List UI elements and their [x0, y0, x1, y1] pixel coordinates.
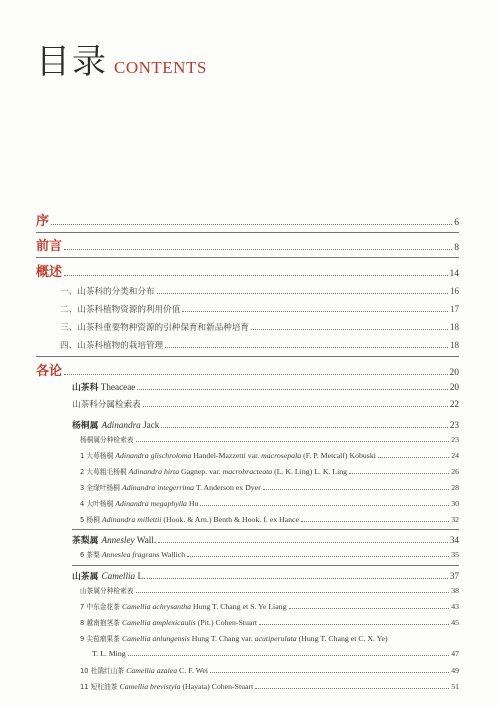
divider: [36, 232, 459, 233]
toc-entry-species[interactable]: 6 茶梨 Anneslea fragrans Wallich 35: [80, 550, 459, 559]
page-number: 20: [449, 382, 459, 392]
toc-entry-species[interactable]: 5 杨桐 Adinandra millettii (Hook. & Arn.) Benth & Hook. f. ex Hance 32: [80, 515, 459, 524]
toc-entry-species[interactable]: 9 尖苞瘤果茶 Camellia anlungensis Hung T. Chang var. acutiperulata (Hung T. Chang et C. X. Ye): [80, 634, 388, 643]
toc-entry-monographs[interactable]: 各论 20: [36, 364, 459, 379]
toc-entry[interactable]: 三、山茶科重要物种资源的引种保育和新品种培育 18: [60, 322, 459, 333]
page-number: 18: [450, 340, 459, 350]
toc-entry-species[interactable]: 3 全缘叶杨桐 Adinandra integerrima T. Anderson ex Dyer 28: [80, 483, 459, 492]
page-number: 16: [450, 286, 459, 296]
page-number: 43: [451, 602, 459, 611]
contents-title-en: CONTENTS: [114, 58, 207, 77]
toc-entry[interactable]: 山茶属分种检索表 38: [80, 586, 459, 595]
divider: [72, 565, 459, 566]
page-number: 6: [454, 218, 459, 228]
toc-entry-family[interactable]: 山茶科 Theaceae 20: [72, 382, 459, 393]
toc-entry[interactable]: 一、山茶科的分类和分布 16: [60, 286, 459, 297]
toc-entry[interactable]: 山茶科分属检索表 22: [72, 399, 459, 410]
page-number: 34: [449, 535, 459, 545]
page-number: 14: [449, 269, 459, 279]
divider: [72, 529, 459, 530]
page-number: 28: [451, 483, 459, 492]
toc-entry-species[interactable]: 2 大萼粗毛杨桐 Adinandra hirta Gagnep. var. macrobracteata (L. K. Ling) L. K. Ling 26: [80, 467, 459, 476]
toc-entry-genus[interactable]: 山茶属 Camellia L. 37: [72, 571, 459, 582]
toc-entry-preface[interactable]: 序 6: [36, 214, 459, 229]
toc-entry-overview[interactable]: 概述 14: [36, 265, 459, 280]
page-number: 17: [450, 304, 459, 314]
toc-entry[interactable]: 四、山茶科植物的栽培管理 18: [60, 340, 459, 351]
page-number: 30: [451, 499, 459, 508]
toc-entry-species[interactable]: 1 大萼杨桐 Adinandra glischroloma Handel-Mazzetti var. macrosepala (F. P. Metcalf) Kobuski 24: [80, 451, 459, 460]
page-number: 35: [451, 550, 459, 559]
toc-entry-species[interactable]: 10 杜鹃红山茶 Camellia azalea C. F. Wei 49: [80, 666, 459, 675]
page-number: 18: [450, 322, 459, 332]
toc-entry-genus[interactable]: 杨桐属 Adinandra Jack 23: [72, 420, 459, 431]
page-number: 47: [451, 649, 459, 658]
toc-entry-genus[interactable]: 茶梨属 Annesley Wall. 34: [72, 535, 459, 546]
page-number: 37: [449, 571, 459, 581]
page-number: 45: [451, 618, 459, 627]
toc-entry-species[interactable]: 4 大叶杨桐 Adinandra megaphylla Hu 30: [80, 499, 459, 508]
page-number: 51: [451, 682, 459, 691]
page-number: 26: [451, 467, 459, 476]
divider: [36, 356, 459, 357]
divider: [36, 257, 459, 258]
page-number: 23: [449, 420, 459, 430]
toc-entry-foreword[interactable]: 前言 8: [36, 239, 459, 254]
page-number: 49: [451, 666, 459, 675]
toc-entry-species[interactable]: 8 越南抱茎茶 Camellia amplexicaulis (Pit.) Cohen-Stuart 45: [80, 618, 459, 627]
page-number: 23: [451, 435, 459, 444]
toc-entry[interactable]: 杨桐属分种检索表 23: [80, 435, 459, 444]
toc-entry-species[interactable]: 11 短柱油茶 Camellia brevistyla (Hayata) Cohen-Stuart 51: [80, 682, 459, 691]
page-number: 8: [454, 243, 459, 253]
page-number: 32: [451, 515, 459, 524]
page-number: 22: [449, 399, 459, 409]
contents-title-cn: 目录: [36, 42, 108, 82]
toc-entry-continuation[interactable]: T. L. Ming 47: [92, 649, 459, 658]
toc-entry-species[interactable]: 7 中东金花茶 Camellia achrysantha Hung T. Chang et S. Ye Liang 43: [80, 602, 459, 611]
page-number: 38: [451, 586, 459, 595]
page-number: 24: [451, 451, 459, 460]
toc-entry[interactable]: 二、山茶科植物资源的利用价值 17: [60, 304, 459, 315]
page-number: 20: [449, 368, 459, 378]
